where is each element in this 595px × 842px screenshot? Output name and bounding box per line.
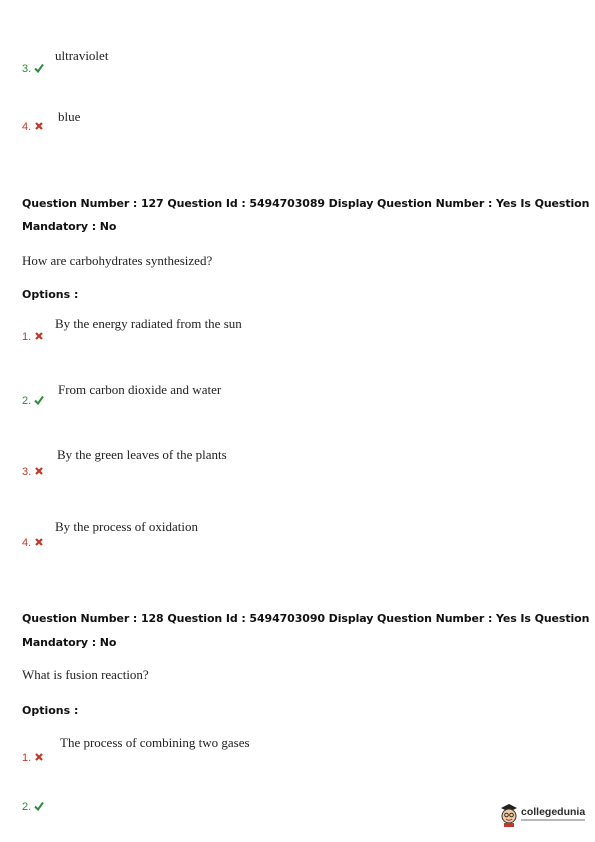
collegedunia-logo (499, 801, 589, 831)
cross-icon (34, 331, 44, 341)
option-text: From carbon dioxide and water (58, 382, 222, 397)
option-text: ultraviolet (55, 48, 109, 63)
check-icon (34, 395, 44, 405)
options-label: Options : (22, 704, 79, 717)
option-number: 1. (22, 752, 44, 764)
option-text: By the process of oxidation (55, 519, 198, 534)
cross-icon (34, 537, 44, 547)
cross-icon (34, 466, 44, 476)
question-header: Question Number : 128 Question Id : 5494703090 Display Question Number : Yes Is Question (22, 612, 590, 625)
option-text: blue (58, 109, 81, 124)
option-number: 3. (22, 63, 44, 75)
question-header-mandatory: Mandatory : No (22, 636, 117, 649)
option-number: 3. (22, 466, 44, 478)
cross-icon (34, 752, 44, 762)
cross-icon (34, 121, 44, 131)
brand-tagline-bar (521, 819, 585, 821)
option-text: By the green leaves of the plants (57, 447, 227, 462)
option-number: 2. (22, 801, 44, 813)
option-number: 1. (22, 331, 44, 343)
question-header-mandatory: Mandatory : No (22, 220, 117, 233)
brand-name: collegedunia (521, 806, 586, 818)
question-header: Question Number : 127 Question Id : 5494703089 Display Question Number : Yes Is Question (22, 197, 590, 210)
check-icon (34, 801, 44, 811)
option-text: The process of combining two gases (60, 735, 250, 750)
option-number: 2. (22, 395, 44, 407)
graduate-mascot-icon (499, 802, 519, 828)
question-text: How are carbohydrates synthesized? (22, 253, 213, 268)
option-number: 4. (22, 537, 44, 549)
check-icon (34, 63, 44, 73)
question-text: What is fusion reaction? (22, 667, 149, 682)
option-number: 4. (22, 121, 44, 133)
option-text: By the energy radiated from the sun (55, 316, 242, 331)
options-label: Options : (22, 288, 79, 301)
